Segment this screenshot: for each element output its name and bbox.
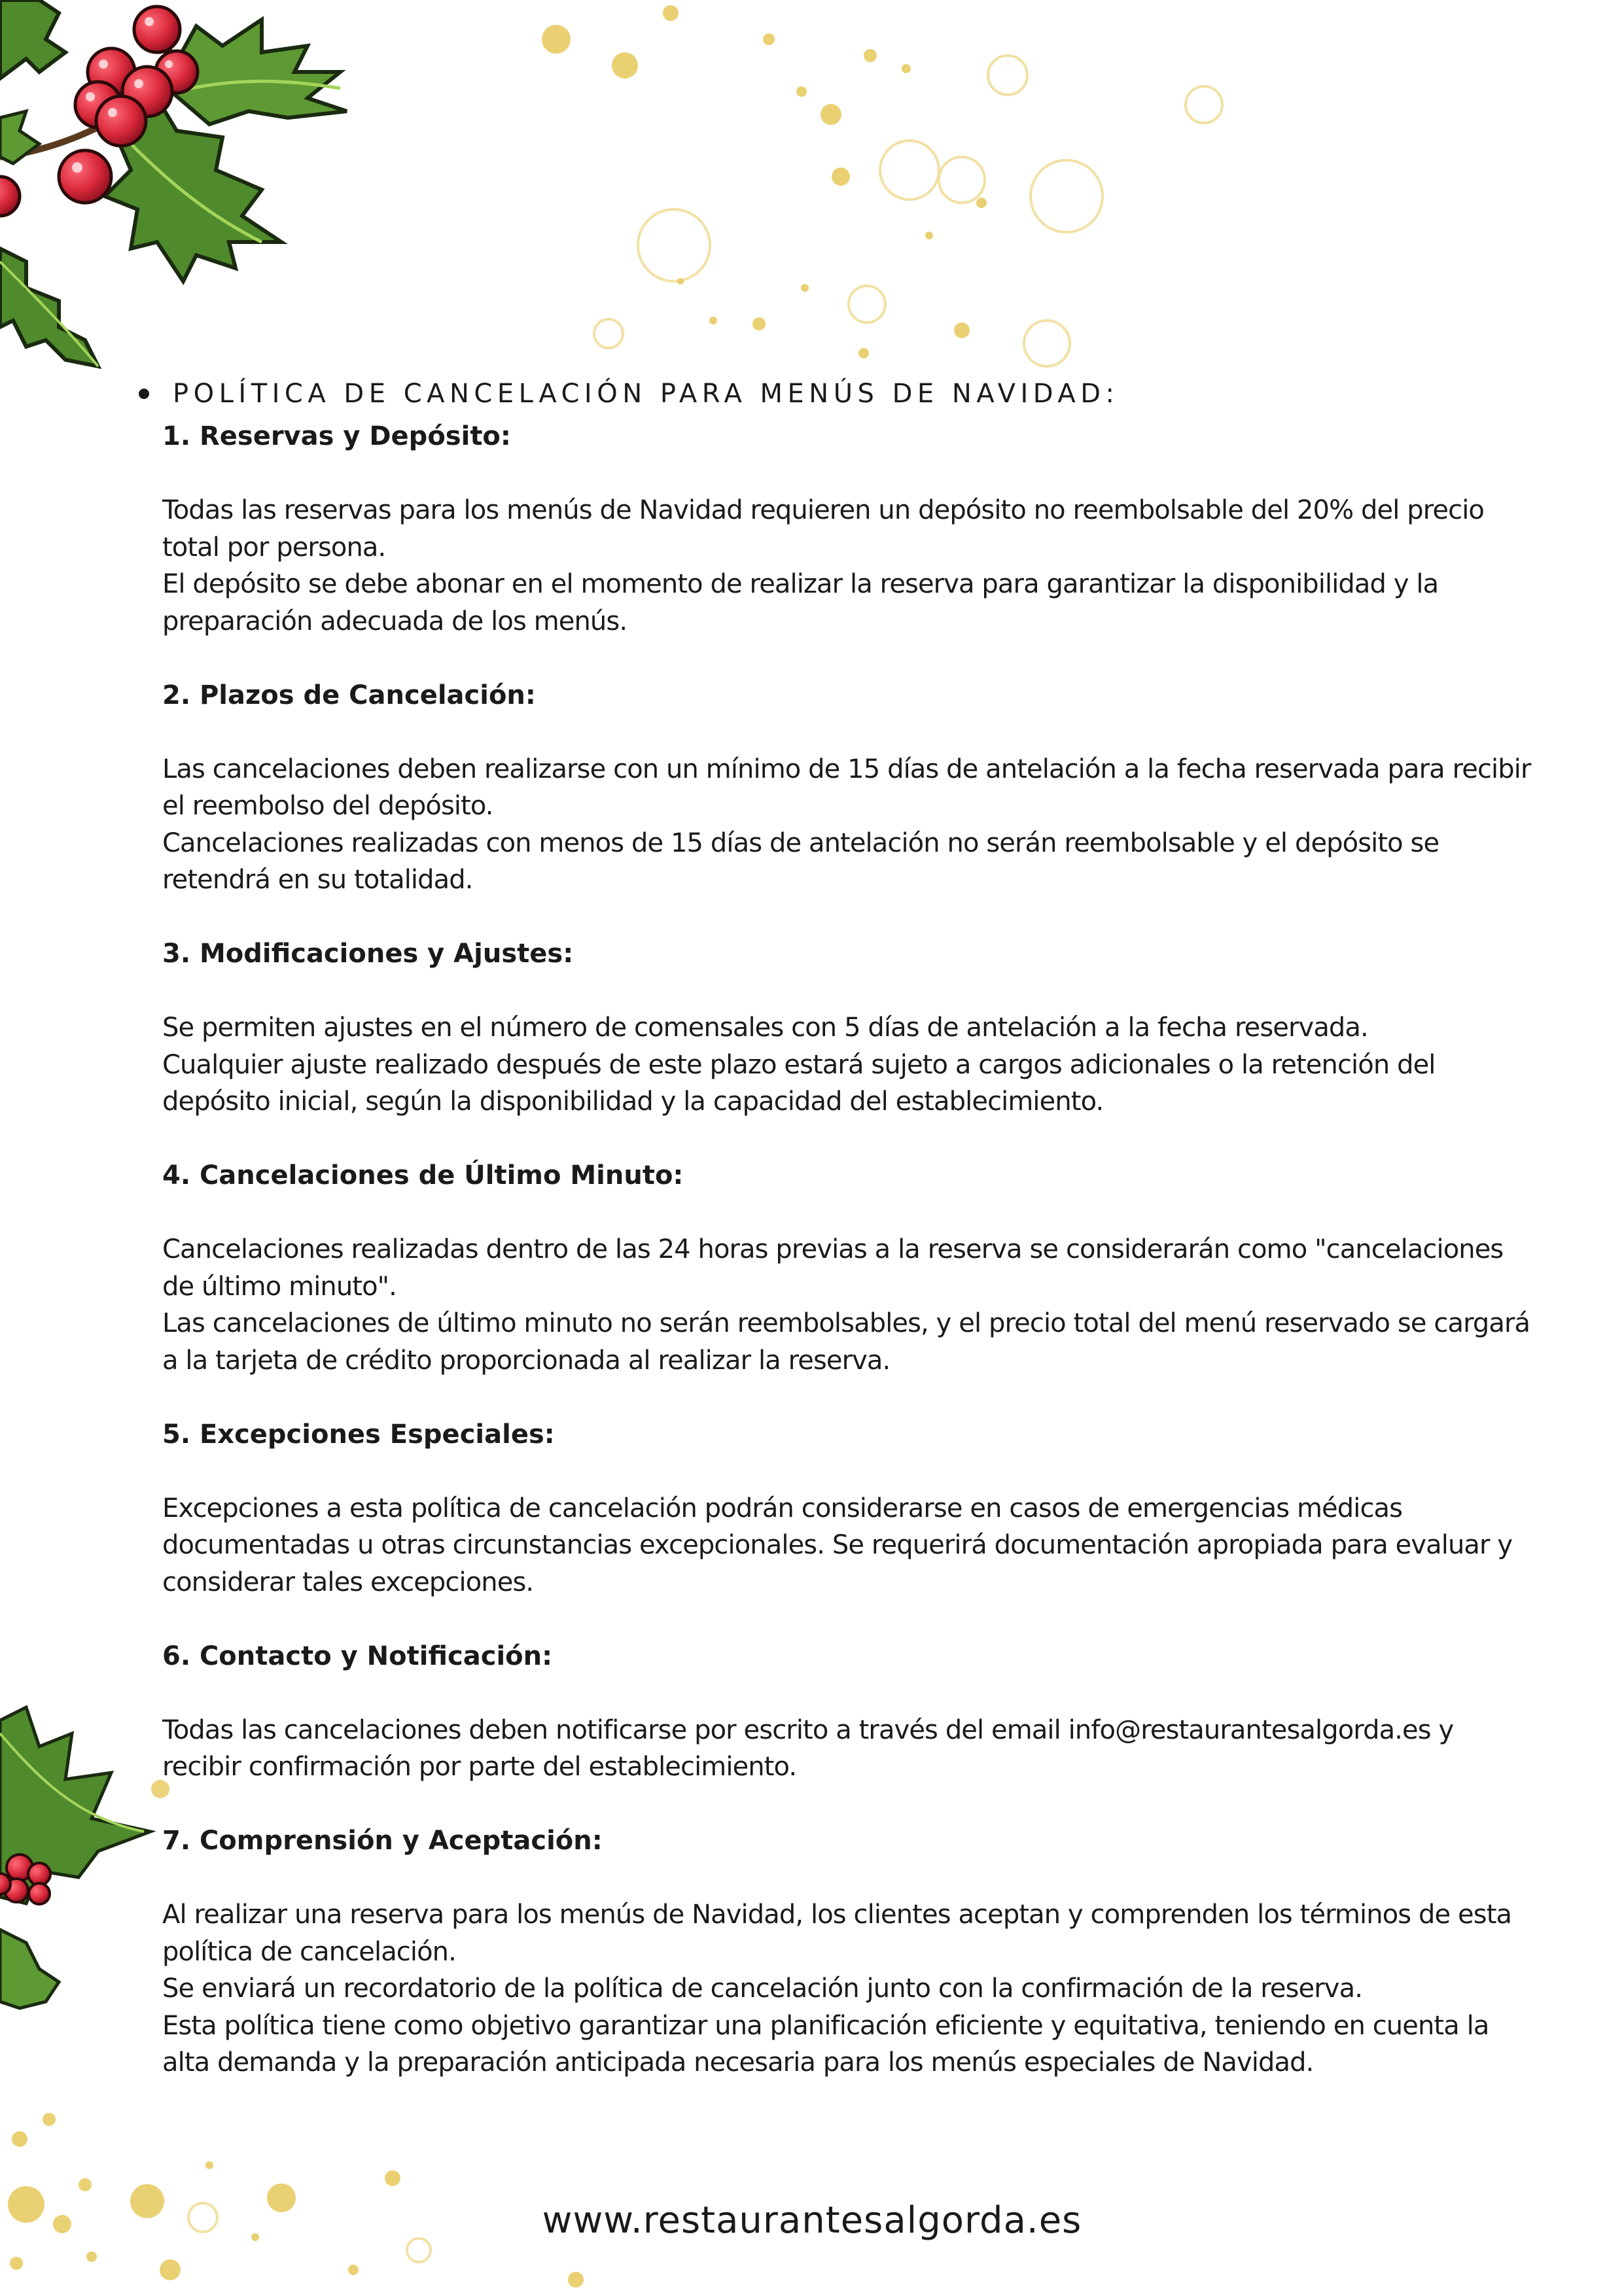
- gold-splatter-decoration-top: [510, 0, 1230, 392]
- section-paragraph: Excepciones a esta política de cancelación podrán considerarse en casos de emergencias médicas documentadas u otras circunstancias excepcionales. Se requerirá documentación apropiada para evaluar y considerar tales excepciones.: [162, 1493, 1513, 1597]
- holly-decoration-top: [0, 0, 471, 379]
- section-title: 7. Comprensión y Aceptación:: [162, 1826, 603, 1856]
- bullet-dot-icon: [139, 389, 149, 399]
- section-paragraph: Cualquier ajuste realizado después de este plazo estará sujeto a cargos adicionales o la retención del depósito inicial, según la disponibilidad y la capacidad del establecimiento.: [162, 1049, 1436, 1117]
- section-title: 3. Modificaciones y Ajustes:: [162, 939, 574, 969]
- section-paragraph: Esta política tiene como objetivo garantizar una planificación eficiente y equitativa, teniendo en cuenta la alta demanda y la preparación anticipada necesaria para los menús especiales de Navidad.: [162, 2010, 1489, 2078]
- policy-heading: [162, 370, 1536, 418]
- policy-content: [162, 370, 1536, 2081]
- section-paragraph: Al realizar una reserva para los menús de Navidad, los clientes aceptan y comprenden los términos de esta política de cancelación.: [162, 1900, 1512, 1967]
- section-title: 1. Reservas y Depósito:: [162, 421, 511, 451]
- section-paragraph: Todas las reservas para los menús de Navidad requieren un depósito no reembolsable del 20% del precio total por persona.: [162, 495, 1484, 563]
- section-ultimo-minuto: [162, 1157, 1536, 1416]
- section-reservas: [162, 418, 1536, 677]
- section-contacto: [162, 1638, 1536, 1823]
- section-paragraph: Cancelaciones realizadas con menos de 15 días de antelación no serán reembolsable y el depósito se retendrá en su totalidad.: [162, 827, 1439, 895]
- section-paragraph: Se permiten ajustes en el número de comensales con 5 días de antelación a la fecha reservada.: [162, 1013, 1368, 1043]
- section-title: 5. Excepciones Especiales:: [162, 1419, 555, 1450]
- section-paragraph: Cancelaciones realizadas dentro de las 24 horas previas a la reserva se considerarán como "cancelaciones de último minuto".: [162, 1234, 1504, 1302]
- section-comprension: [162, 1822, 1536, 2081]
- section-title: 6. Contacto y Notificación:: [162, 1641, 553, 1671]
- section-paragraph: Todas las cancelaciones deben notificarse por escrito a través del email info@restaurantesalgorda.es y recibir confirmación por parte del establecimiento.: [162, 1714, 1454, 1782]
- section-paragraph: El depósito se debe abonar en el momento de realizar la reserva para garantizar la disponibilidad y la preparación adecuada de los menús.: [162, 569, 1439, 636]
- section-paragraph: Las cancelaciones deben realizarse con un mínimo de 15 días de antelación a la fecha reservada para recibir el reembolso del depósito.: [162, 754, 1531, 821]
- holly-decoration-left: [0, 1694, 170, 2034]
- section-modificaciones: [162, 935, 1536, 1157]
- section-paragraph: Se enviará un recordatorio de la política de cancelación junto con la confirmación de la reserva.: [162, 1974, 1363, 2004]
- policy-heading-text: POLÍTICA DE CANCELACIÓN PARA MENÚS DE NAVIDAD:: [173, 379, 1120, 409]
- section-paragraph: Las cancelaciones de último minuto no serán reembolsables, y el precio total del menú reservado se cargará a la tarjeta de crédito proporcionada al realizar la reserva.: [162, 1308, 1530, 1376]
- section-excepciones: [162, 1416, 1536, 1638]
- section-title: 2. Plazos de Cancelación:: [162, 680, 536, 710]
- section-plazos: [162, 677, 1536, 936]
- website-url: www.restaurantesalgorda.es: [542, 2199, 1082, 2242]
- section-title: 4. Cancelaciones de Último Minuto:: [162, 1160, 684, 1191]
